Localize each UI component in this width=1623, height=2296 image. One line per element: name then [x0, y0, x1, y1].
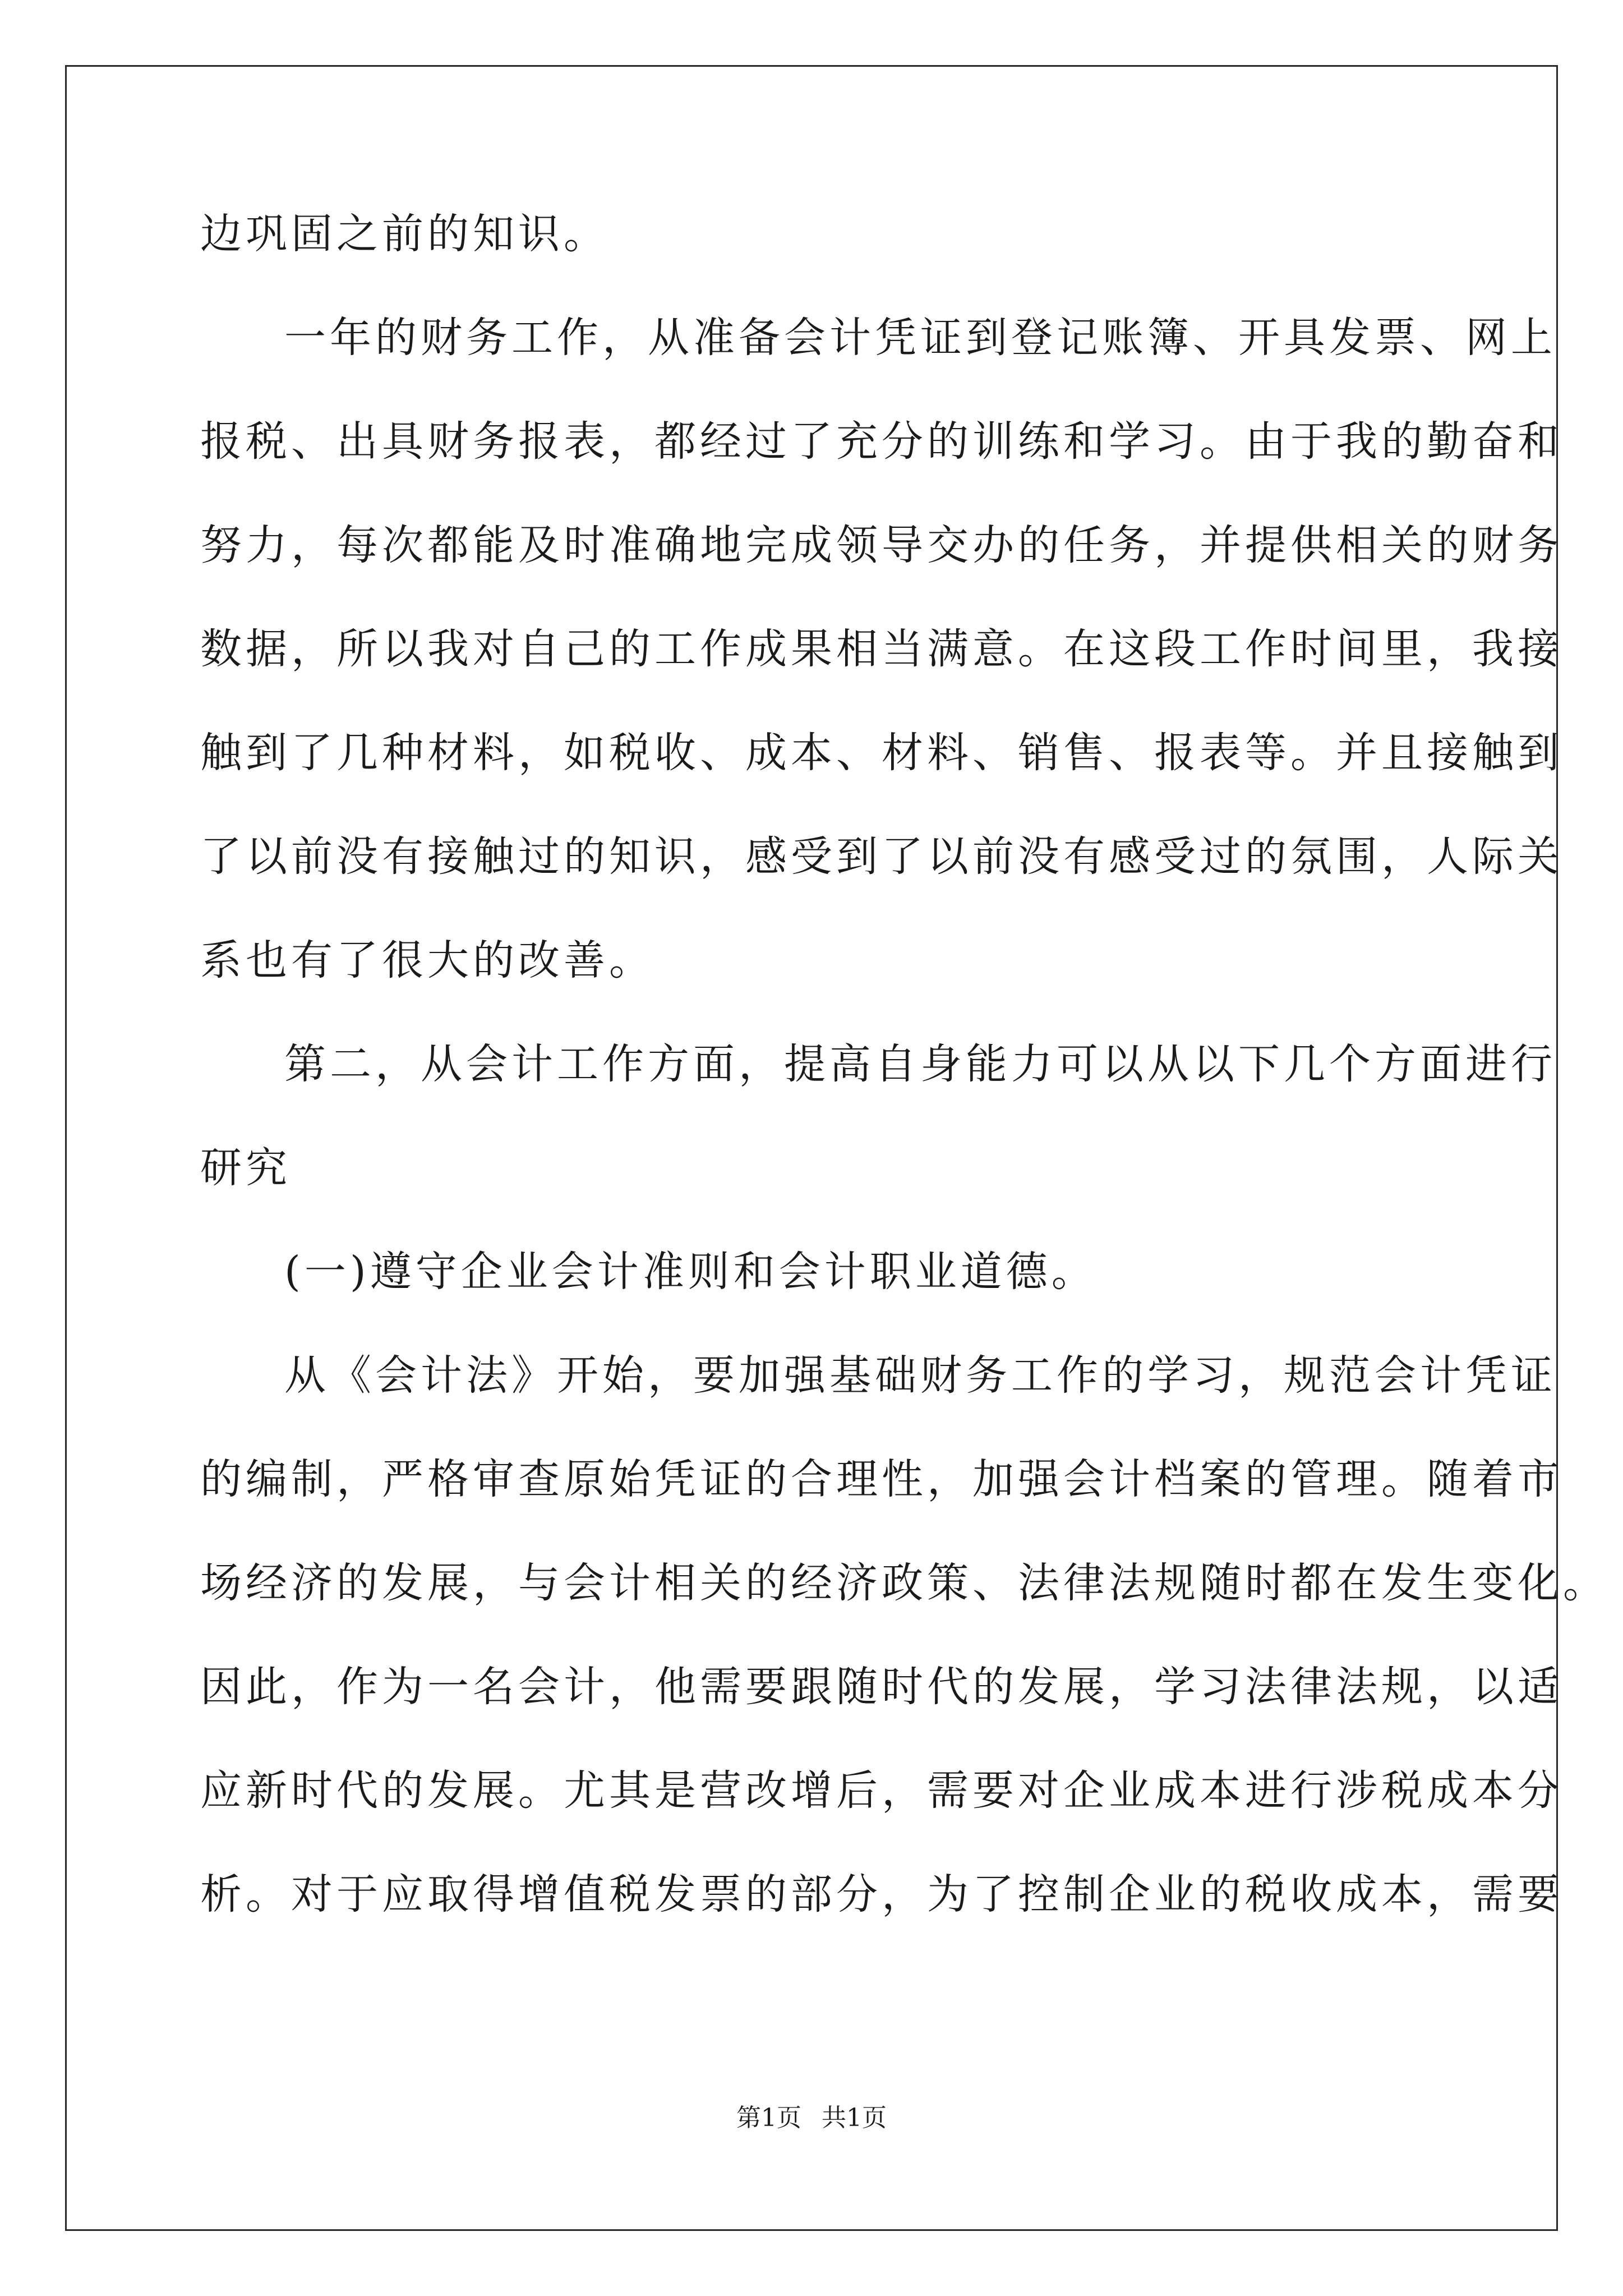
text-line: 第二，从会计工作方面，提高自身能力可以从以下几个方面进行: [284, 1040, 1556, 1088]
text-line: 数据，所以我对自己的工作成果相当满意。在这段工作时间里，我接: [200, 625, 1563, 673]
page-number: 第1页: [736, 2104, 801, 2132]
section-heading: (一)遵守企业会计准则和会计职业道德。: [284, 1248, 1097, 1296]
document-body: [200, 208, 1608, 1972]
text-line: 触到了几种材料，如税收、成本、材料、销售、报表等。并且接触到: [200, 729, 1563, 777]
text-line: 努力，每次都能及时准确地完成领导交办的任务，并提供相关的财务: [200, 521, 1563, 569]
text-line: 场经济的发展，与会计相关的经济政策、法律法规随时都在发生变化。: [200, 1559, 1608, 1607]
text-line: 报税、出具财务报表，都经过了充分的训练和学习。由于我的勤奋和: [200, 417, 1563, 466]
text-line: 应新时代的发展。尤其是营改增后，需要对企业成本进行涉税成本分: [200, 1766, 1563, 1815]
text-line: 研究: [200, 1144, 291, 1192]
text-line: 边巩固之前的知识。: [200, 210, 609, 258]
text-line: 析。对于应取得增值税发票的部分，为了控制企业的税收成本，需要: [200, 1870, 1563, 1918]
page-footer: [0, 2101, 1623, 2135]
text-line: 一年的财务工作，从准备会计凭证到登记账簿、开具发票、网上: [284, 314, 1556, 362]
text-line: 从《会计法》开始，要加强基础财务工作的学习，规范会计凭证: [284, 1351, 1556, 1400]
text-line: 了以前没有接触过的知识，感受到了以前没有感受过的氛围，人际关: [200, 832, 1563, 881]
text-line: 因此，作为一名会计，他需要跟随时代的发展，学习法律法规，以适: [200, 1663, 1563, 1711]
text-line: 系也有了很大的改善。: [200, 936, 654, 984]
page-count: 共1页: [822, 2104, 887, 2132]
text-line: 的编制，严格审查原始凭证的合理性，加强会计档案的管理。随着市: [200, 1455, 1563, 1503]
